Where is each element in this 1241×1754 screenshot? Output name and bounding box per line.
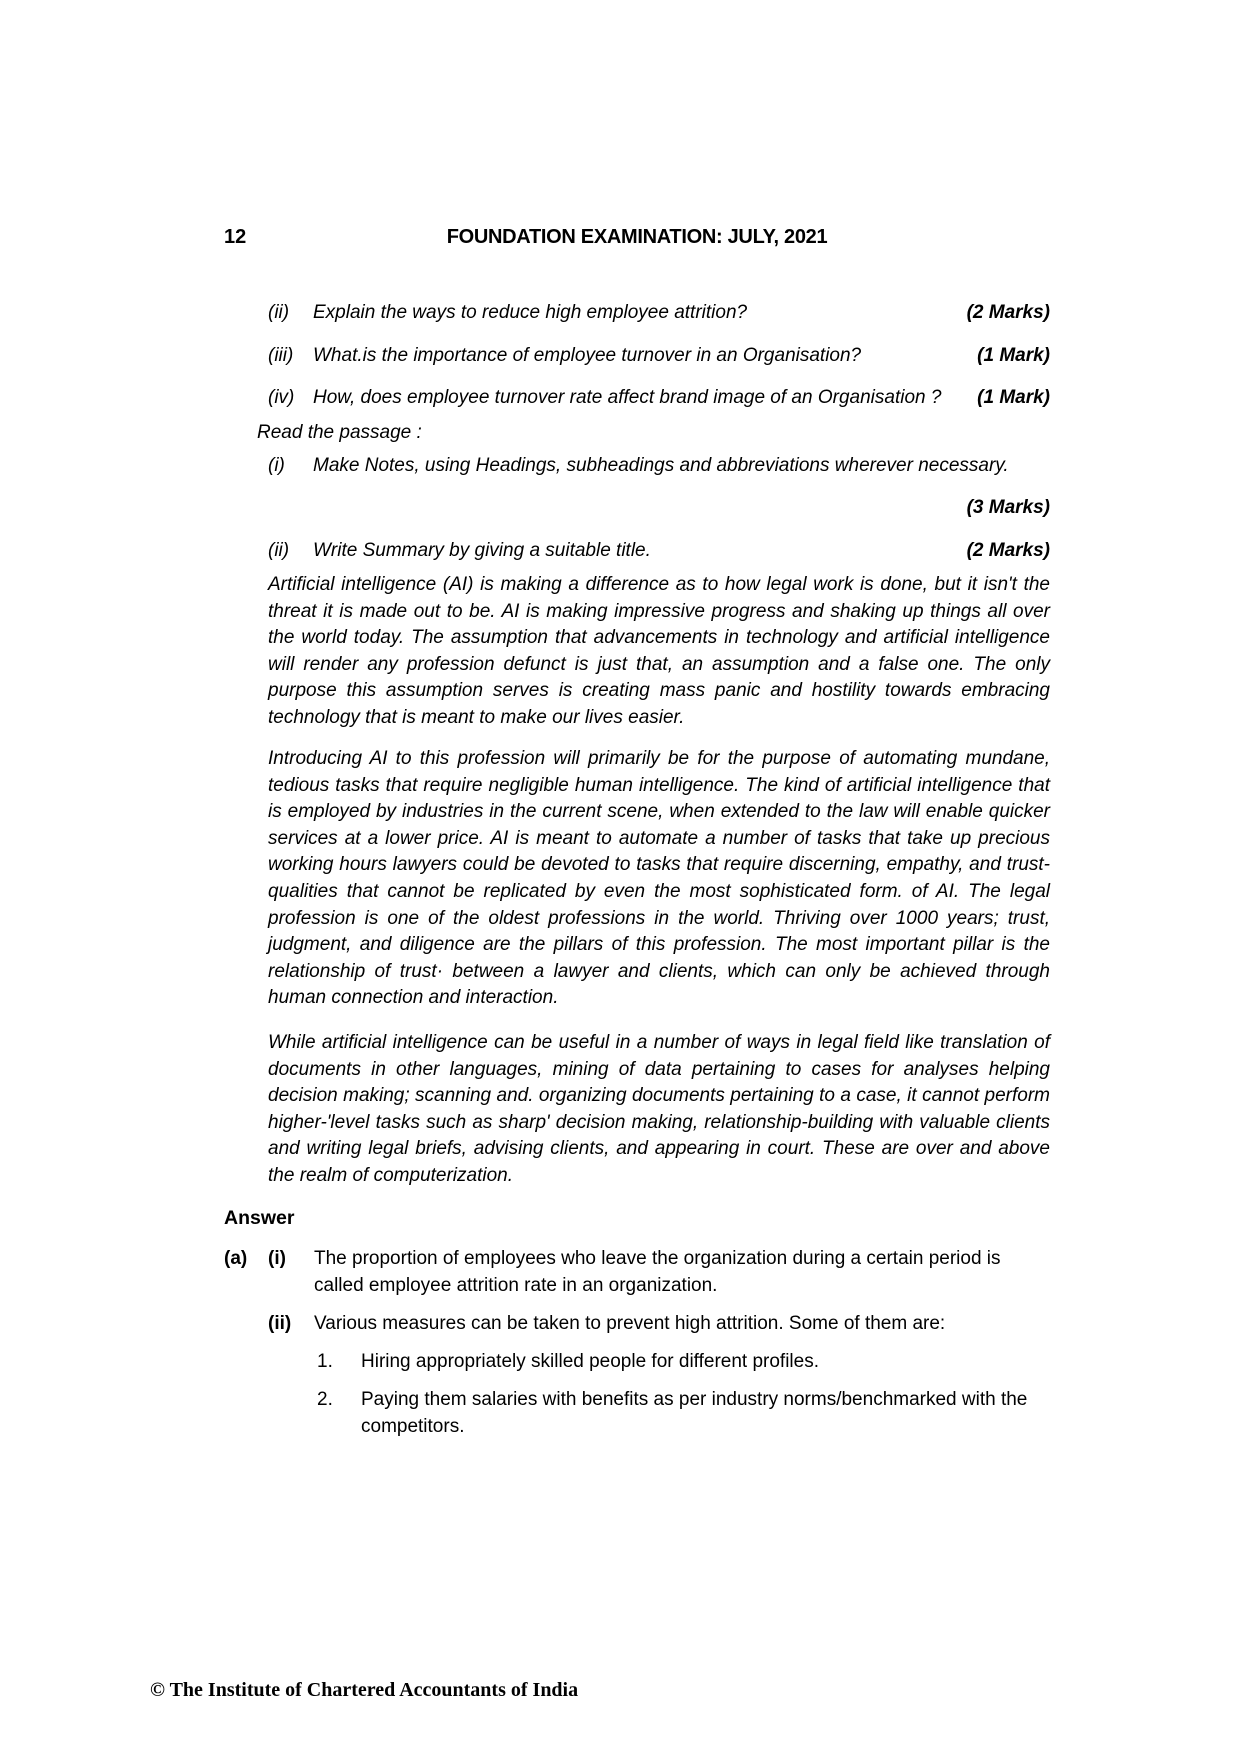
- marks-label: (1 Mark): [977, 387, 1050, 408]
- answer-heading: Answer: [224, 1207, 295, 1229]
- task-row: [268, 453, 1050, 480]
- question-label: (iii): [268, 345, 294, 366]
- question-row: [268, 300, 1050, 327]
- question-text: How, does employee turnover rate affect brand image of an Organisation ?: [313, 387, 942, 408]
- answer-item: [268, 1310, 1050, 1337]
- task-label: (i): [268, 455, 285, 476]
- answer-text: The proportion of employees who leave the organization during a certain period is called employee attrition rate in an organization.: [314, 1248, 1001, 1296]
- passage-paragraph: While artificial intelligence can be useful in a number of ways in legal field like translation of documents in other languages, mining of data pertaining to cases for analyses helping decision making; scanning and. organizing documents pertaining to a case, it cannot perform higher-'level tasks such as sharp' decision making, relationship-building with valuable clients and writing legal briefs, advising clients, and appearing in court. These are over and above the realm of computerization.: [268, 1032, 1050, 1186]
- passage-paragraph: Introducing AI to this profession will primarily be for the purpose of automating mundane, tedious tasks that require negligible human intelligence. The kind of artificial intelligence that is employed by industries in the current scene, when extended to the law will enable quicker services at a lower price. AI is meant to automate a number of tasks that take up precious working hours lawyers could be devoted to tasks that require discerning, empathy, and trust-qualities that cannot be replicated by even the most sophisticated form. of AI. The legal profession is one of the oldest professions in the world. Thriving over 1000 years; trust, judgment, and diligence are the pillars of this profession. The most important pillar is the relationship of trust· between a lawyer and clients, which can only be achieved through human connection and interaction.: [268, 748, 1050, 1009]
- answer-text: Various measures can be taken to prevent high attrition. Some of them are:: [314, 1313, 946, 1334]
- marks-label: (2 Marks): [966, 302, 1050, 323]
- list-item: [317, 1386, 1050, 1440]
- read-passage-instruction: Read the passage :: [257, 422, 422, 443]
- answer-part-label: (a): [224, 1248, 248, 1269]
- question-row: [268, 343, 1050, 370]
- list-text: Paying them salaries with benefits as per industry norms/benchmarked with the competitors.: [361, 1389, 1028, 1437]
- page-number: 12: [224, 226, 247, 248]
- answer-item: [224, 1245, 1050, 1299]
- page-header-title: FOUNDATION EXAMINATION: JULY, 2021: [446, 226, 828, 248]
- question-row: [268, 385, 1050, 412]
- question-label: (ii): [268, 302, 290, 323]
- question-text: What.is the importance of employee turnover in an Organisation?: [313, 345, 862, 366]
- list-number: 1.: [317, 1351, 333, 1372]
- marks-label: (3 Marks): [966, 497, 1050, 518]
- marks-label: (1 Mark): [977, 345, 1050, 366]
- marks-label: (2 Marks): [966, 540, 1050, 561]
- list-number: 2.: [317, 1389, 333, 1410]
- passage-paragraph: Artificial intelligence (AI) is making a difference as to how legal work is done, but it isn't the threat it is made out to be. AI is making impressive progress and shaking up things all over the world today. The assumption that advancements in technology and artificial intelligence will render any profession defunct is just that, an assumption and a false one. The only purpose this assumption serves is creating mass panic and hostility towards embracing technology that is meant to make our lives easier.: [268, 574, 1050, 728]
- list-text: Hiring appropriately skilled people for different profiles.: [361, 1351, 820, 1372]
- answer-sub-label: (ii): [268, 1313, 292, 1334]
- list-item: [317, 1348, 1050, 1375]
- question-label: (iv): [268, 387, 295, 408]
- task-text: Make Notes, using Headings, subheadings and abbreviations wherever necessary.: [313, 455, 1009, 476]
- task-text: Write Summary by giving a suitable title.: [313, 540, 651, 561]
- footer-copyright: © The Institute of Chartered Accountants of India: [150, 1679, 579, 1701]
- answer-sub-label: (i): [268, 1248, 286, 1269]
- task-row: [268, 538, 1050, 565]
- task-label: (ii): [268, 540, 290, 561]
- question-text: Explain the ways to reduce high employee attrition?: [313, 302, 748, 323]
